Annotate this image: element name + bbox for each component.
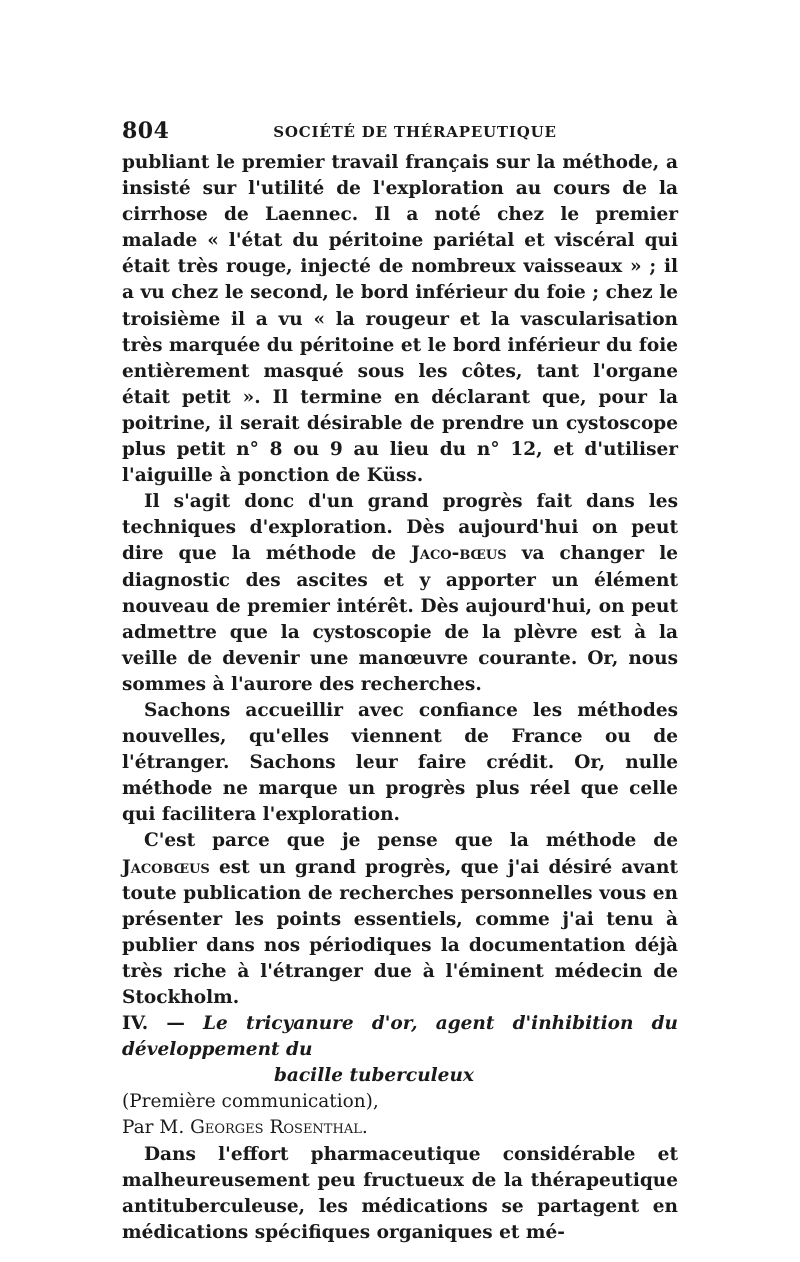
section-title-text-1: Le tricyanure d'or, agent d'inhibition du développement du — [122, 1013, 678, 1061]
running-head: SOCIÉTÉ DE THÉRAPEUTIQUE — [273, 123, 557, 141]
byline-author: Georges Rosenthal. — [190, 1117, 368, 1139]
byline-prefix: Par M. — [122, 1117, 191, 1139]
paragraph-2-text-b: va changer le diagnostic des ascites et y apporter un élément nouveau de premier intérêt. Dès aujourd'hui, on peut admettre que la cystoscopie de la plèvre est à la veille de devenir une manœuvre courante. Or, nous sommes à l'aurore des recherches. — [122, 543, 678, 695]
paragraph-4 — [122, 828, 678, 1011]
page-header — [122, 118, 678, 148]
paragraph-1: publiant le premier travail français sur la méthode, a insisté sur l'utilité de l'exploration au cours de la cirrhose de Laennec. Il a noté chez le premier malade « l'état du péritoine pariétal et viscéral qui était très rouge, injecté de nombreux vaisseaux » ; il a vu chez le second, le bord inférieur du foie ; chez le troisième il a vu « la rougeur et la vascularisation très marquée du péritoine et le bord inférieur du foie entièrement masqué sous les côtes, tant l'organe était petit ». Il termine en déclarant que, pour la poitrine, il serait désirable de prendre un cystoscope plus petit n° 8 ou 9 au lieu du n° 12, et d'utiliser l'aiguille à ponction de Küss. — [122, 152, 678, 487]
paragraph-4-text-b: est un grand progrès, que j'ai désiré avant toute publication de recherches personnelles vous en présenter les points essentiels, comme j'ai tenu à publier dans nos périodiques la documentation déjà très riche à l'étranger due à l'éminent médecin de Stockholm. — [122, 856, 678, 1008]
byline — [122, 1115, 678, 1141]
paragraph-2 — [122, 489, 678, 698]
body-text — [122, 150, 678, 1246]
paragraph-5: Dans l'effort pharmaceutique considérable et malheureusement peu fructueux de la thérapeutique antituberculeuse, les médications se partagent en médications spécifiques organiques et mé- — [122, 1143, 678, 1243]
paragraph-2-text-a: Il s'agit donc d'un grand progrès fait dans les techniques d'exploration. Dès aujourd'hui on peut dire que la méthode de — [122, 491, 678, 565]
author-name-jacobaeus: Jaco-bœus — [411, 543, 507, 565]
author-name-jacobaeus-2: Jacobœus — [122, 856, 210, 878]
paragraph-3: Sachons accueillir avec confiance les méthodes nouvelles, qu'elles viennent de France ou de l'étranger. Sachons leur faire crédit. Or, nulle méthode ne marque un progrès plus réel que celle qui facilitera l'exploration. — [122, 699, 678, 826]
section-title-line-1 — [122, 1011, 678, 1063]
section-subtitle: (Première communication), — [122, 1091, 379, 1113]
section-title-line-2: bacille tuberculeux — [274, 1065, 474, 1087]
paragraph-4-text-a: C'est parce que je pense que la méthode de — [144, 830, 678, 852]
page-number: 804 — [122, 118, 170, 144]
section-number: IV. — — [122, 1013, 204, 1035]
section-title — [122, 1011, 678, 1089]
